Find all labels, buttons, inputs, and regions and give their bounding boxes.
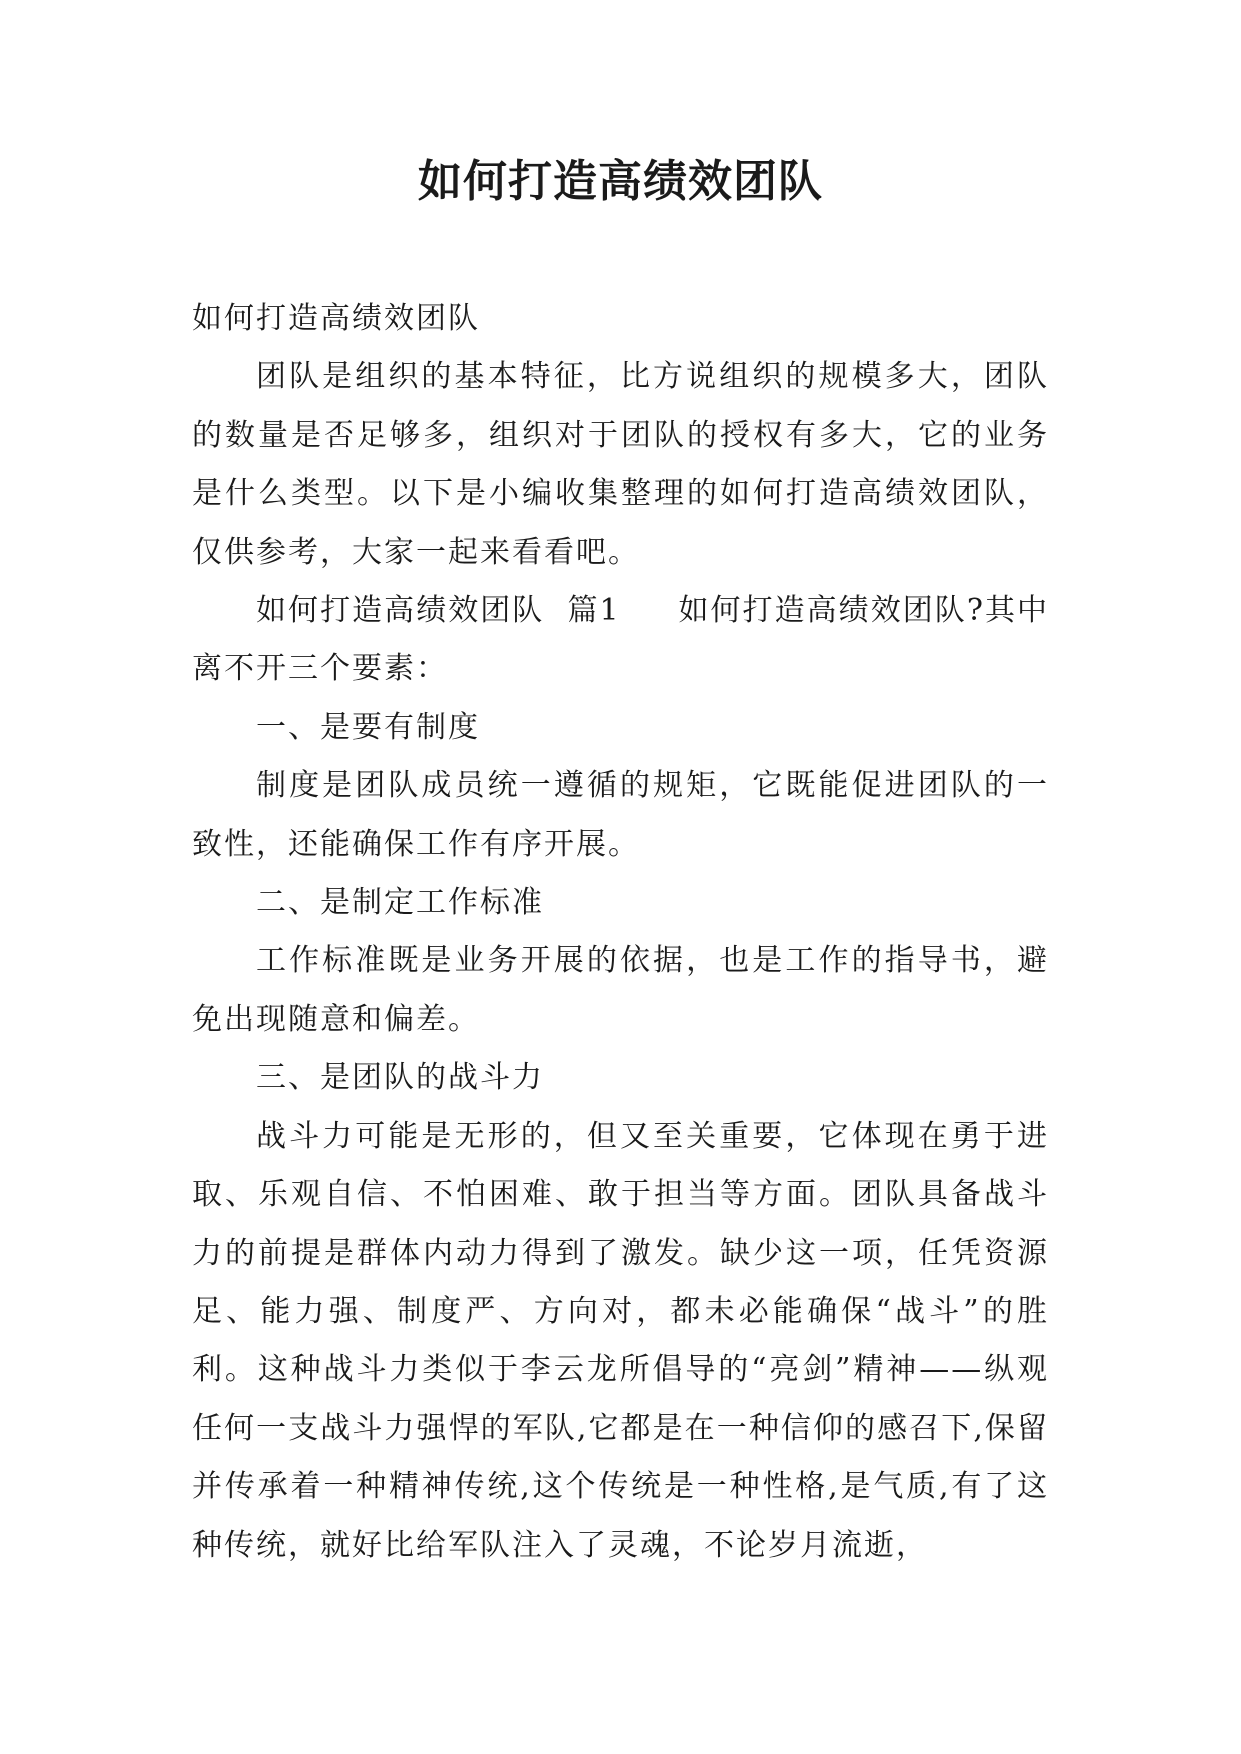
paragraph-subtitle: 如何打造高绩效团队 (192, 301, 480, 336)
paragraph-section-1-heading: 如何打造高绩效团队 篇1 如何打造高绩效团队?其中离不开三个要素： (192, 593, 1049, 687)
paragraph-point-2-heading: 二、是制定工作标准 (256, 885, 544, 921)
paragraph-point-3-body: 战斗力可能是无形的，但又至关重要，它体现在勇于进取、乐观自信、不怕困难、敢于担当等方面。团队具备战斗力的前提是群体内动力得到了激发。缺少这一项，任凭资源足、能力强、制度严、方向对，都未必能确保“战斗”的胜利。这种战斗力类似于李云龙所倡导的“亮剑”精神——纵观任何一支战斗力强悍的军队,它都是在一种信仰的感召下,保留并传承着一种精神传统,这个传统是一种性格,是气质,有了这种传统，就好比给军队注入了灵魂，不论岁月流逝， (192, 1118, 1049, 1563)
paragraph-point-1-heading: 一、是要有制度 (256, 709, 480, 745)
document-title: 如何打造高绩效团队 (418, 156, 823, 207)
document-body (192, 290, 1049, 1575)
paragraph-point-1-body: 制度是团队成员统一遵循的规矩，它既能促进团队的一致性，还能确保工作有序开展。 (192, 768, 1049, 862)
paragraph-point-3-heading: 三、是团队的战斗力 (256, 1060, 544, 1096)
paragraph-intro: 团队是组织的基本特征，比方说组织的规模多大，团队的数量是否足够多，组织对于团队的授权有多大，它的业务是什么类型。以下是小编收集整理的如何打造高绩效团队，仅供参考，大家一起来看看吧。 (192, 359, 1049, 570)
paragraph-point-2-body: 工作标准既是业务开展的依据，也是工作的指导书，避免出现随意和偏差。 (192, 943, 1049, 1037)
